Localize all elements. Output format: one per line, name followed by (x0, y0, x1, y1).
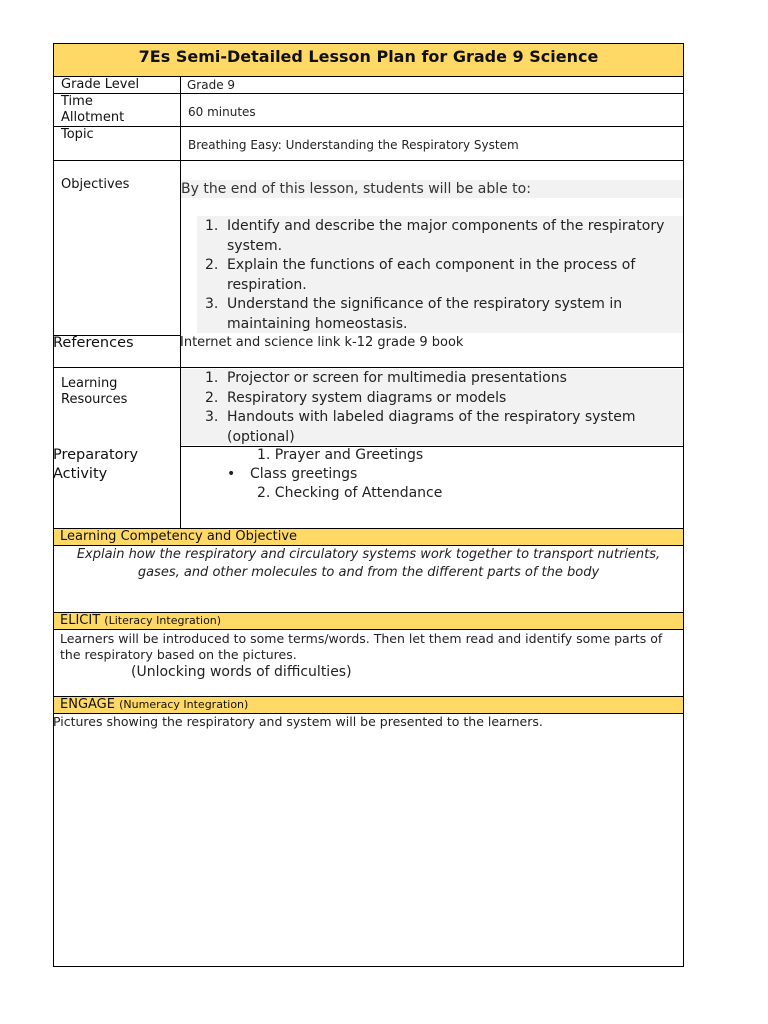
row-divider (53, 93, 684, 94)
elicit-heading: ELICIT (Literacy Integration) (54, 613, 683, 629)
competency-line2: gases, and other molecules to and from the different parts of the body (137, 565, 600, 580)
objectives-label: Objectives (61, 177, 130, 192)
topic-label: Topic (61, 127, 94, 142)
learning-resources-box (181, 369, 683, 445)
time-allotment-value: 60 minutes (188, 105, 256, 119)
resource-item: 1. Projector or screen for multimedia presentations (205, 370, 567, 386)
prayer-item: 1. Prayer and Greetings (257, 447, 424, 463)
preparatory-activity-label-line2: Activity (53, 466, 108, 482)
learning-resources-label-line2: Resources (61, 392, 128, 407)
preparatory-activity-label-line1: Preparatory (53, 447, 139, 463)
objectives-list-box (197, 216, 683, 333)
column-divider (180, 77, 181, 528)
learning-resources-label-line1: Learning (61, 376, 118, 391)
row-divider (53, 160, 684, 161)
elicit-line2: the respiratory based on the pictures. (60, 647, 297, 662)
time-allotment-label-line1: Time (61, 94, 93, 109)
resource-item: 2. Respiratory system diagrams or models (205, 389, 507, 406)
topic-value: Breathing Easy: Understanding the Respiratory System (188, 138, 519, 152)
references-label: References (53, 335, 134, 351)
engage-heading: ENGAGE (Numeracy Integration) (54, 697, 683, 713)
objective-item: 2. Explain the functions of each component in the process of respiration. (205, 257, 636, 293)
row-divider (53, 126, 684, 127)
bullet-icon: • (227, 466, 236, 482)
references-value: Internet and science link k-12 grade 9 book (180, 335, 464, 350)
grade-level-label: Grade Level (61, 77, 140, 92)
row-divider (53, 629, 684, 630)
elicit-line1: Learners will be introduced to some terms/words. Then let them read and identify some parts of (60, 631, 663, 646)
objective-item: 3. Understand the significance of the respiratory system in maintaining homeostasis. (205, 296, 623, 332)
elicit-line3: (Unlocking words of difficulties) (131, 664, 352, 680)
time-allotment-label-line2: Allotment (61, 110, 125, 125)
page-title: 7Es Semi-Detailed Lesson Plan for Grade 9 Science (53, 43, 684, 77)
competency-heading: Learning Competency and Objective (54, 529, 683, 545)
objectives-intro: By the end of this lesson, students will be able to: (181, 181, 531, 197)
grade-level-value: Grade 9 (187, 78, 236, 92)
row-divider (53, 367, 684, 368)
objective-item: 1. Identify and describe the major components of the respiratory system. (205, 218, 665, 254)
engage-line1: Pictures showing the respiratory and system will be presented to the learners. (53, 714, 543, 729)
class-greetings-item: Class greetings (250, 466, 358, 482)
resource-item: 3. Handouts with labeled diagrams of the respiratory system (optional) (205, 409, 636, 445)
competency-line1: Explain how the respiratory and circulatory systems work together to transport nutrients, (76, 547, 661, 562)
attendance-item: 2. Checking of Attendance (257, 485, 443, 501)
